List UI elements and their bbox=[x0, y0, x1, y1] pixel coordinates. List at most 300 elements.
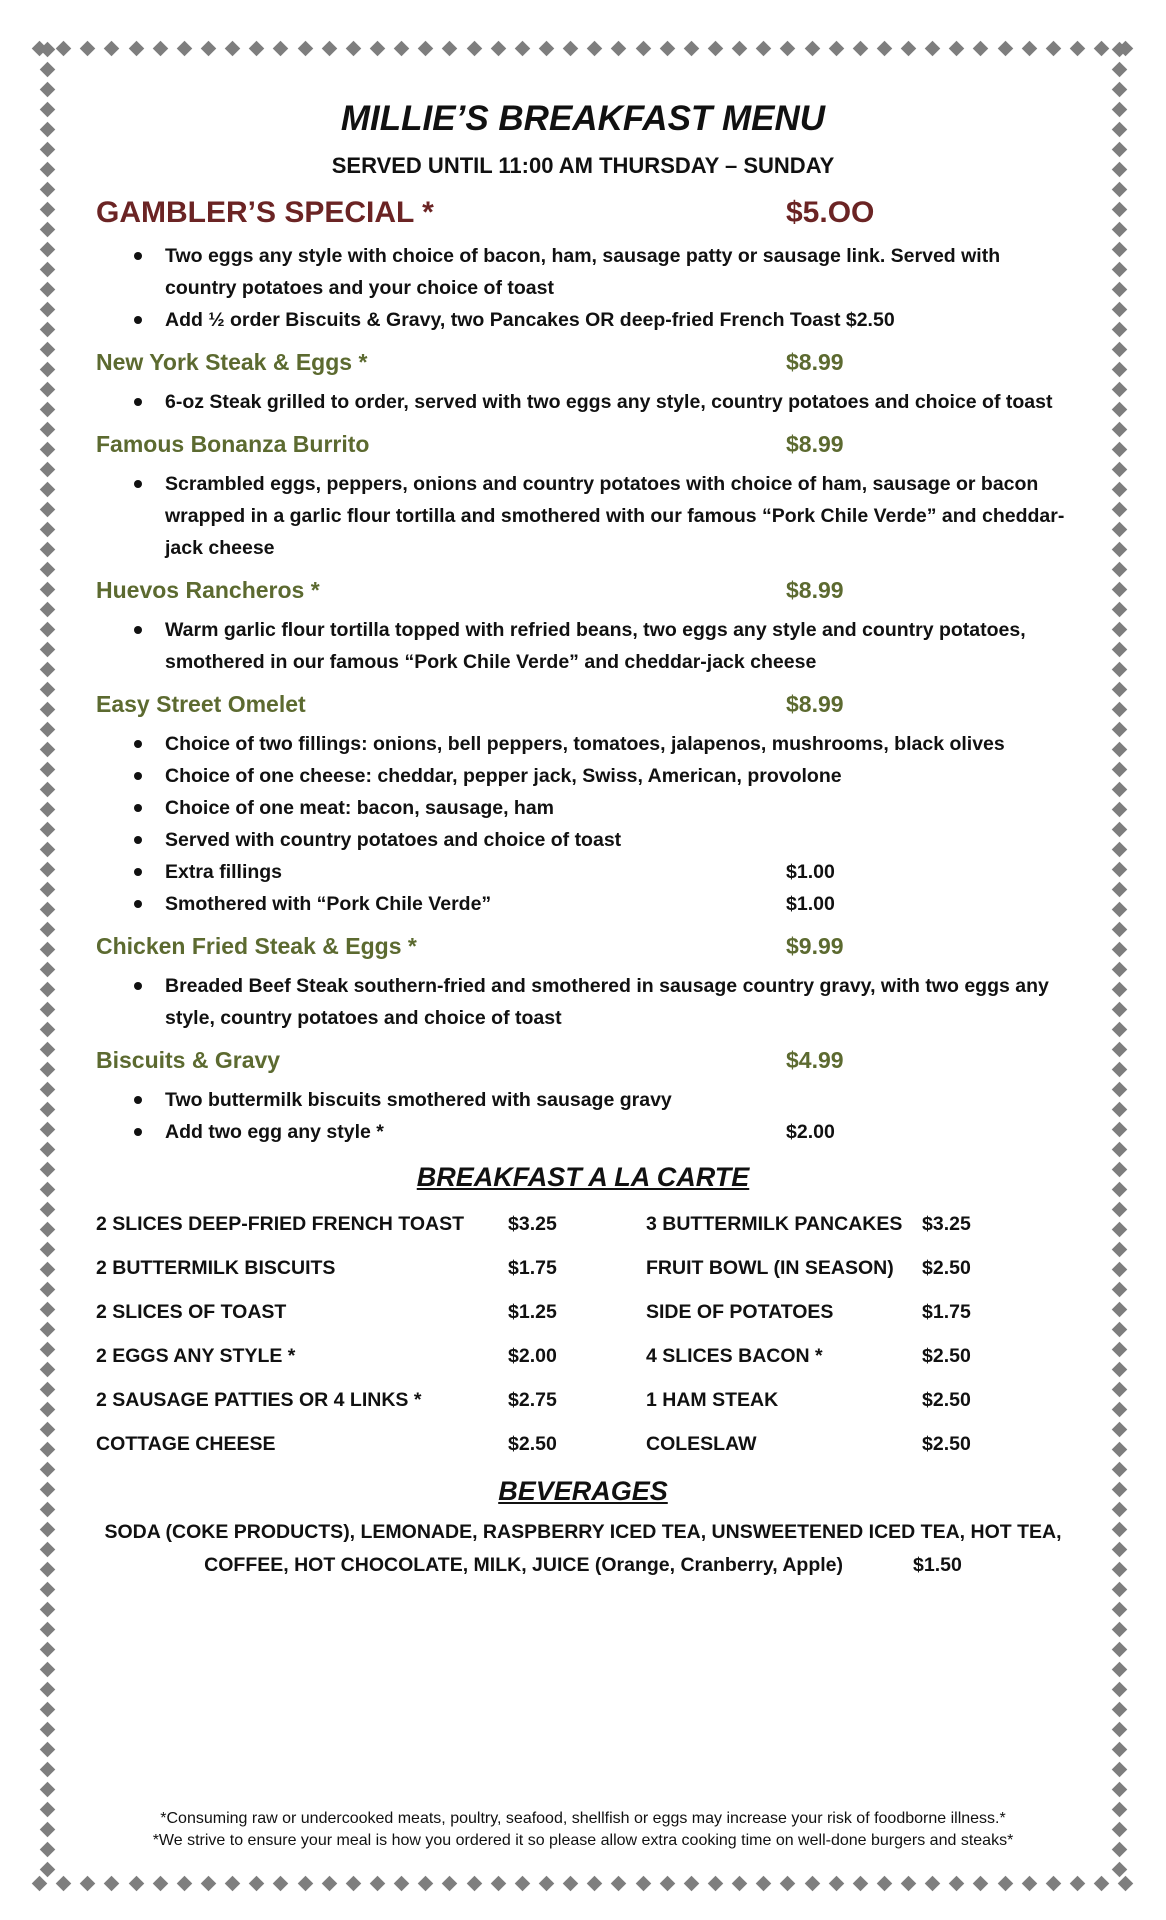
border-diamond-icon bbox=[39, 1482, 55, 1498]
border-diamond-icon bbox=[39, 1642, 55, 1658]
menu-content bbox=[96, 94, 1070, 1582]
alacarte-item-price: $1.25 bbox=[508, 1301, 557, 1323]
border-diamond-icon bbox=[39, 642, 55, 658]
border-top bbox=[34, 37, 1132, 59]
alacarte-item-name: COLESLAW bbox=[646, 1433, 757, 1455]
table-row bbox=[96, 1296, 1070, 1340]
border-diamond-icon bbox=[56, 1875, 72, 1891]
border-diamond-icon bbox=[1111, 842, 1127, 858]
border-diamond-icon bbox=[442, 40, 458, 56]
border-diamond-icon bbox=[39, 1342, 55, 1358]
border-diamond-icon bbox=[39, 942, 55, 958]
border-diamond-icon bbox=[1111, 1702, 1127, 1718]
beverages-line-1: SODA (COKE PRODUCTS), LEMONADE, RASPBERRY ICED TEA, UNSWEETENED ICED TEA, HOT TEA, bbox=[104, 1521, 1062, 1543]
border-diamond-icon bbox=[1111, 1862, 1127, 1878]
list-item bbox=[96, 304, 1070, 336]
menu-item-price: $8.99 bbox=[786, 691, 844, 717]
border-diamond-icon bbox=[39, 982, 55, 998]
menu-item-heading bbox=[96, 570, 1070, 610]
border-diamond-icon bbox=[611, 40, 627, 56]
border-diamond-icon bbox=[659, 1875, 675, 1891]
border-diamond-icon bbox=[39, 822, 55, 838]
alacarte-item-price: $2.75 bbox=[508, 1389, 557, 1411]
border-diamond-icon bbox=[39, 242, 55, 258]
border-diamond-icon bbox=[39, 1602, 55, 1618]
table-row bbox=[96, 1340, 1070, 1384]
border-diamond-icon bbox=[1111, 922, 1127, 938]
border-diamond-icon bbox=[39, 1362, 55, 1378]
border-diamond-icon bbox=[249, 1875, 265, 1891]
border-diamond-icon bbox=[39, 1422, 55, 1438]
footer-disclaimer bbox=[60, 1808, 1106, 1852]
border-diamond-icon bbox=[249, 40, 265, 56]
list-item bbox=[96, 888, 1070, 920]
border-diamond-icon bbox=[1111, 62, 1127, 78]
border-diamond-icon bbox=[1111, 542, 1127, 558]
border-diamond-icon bbox=[708, 1875, 724, 1891]
border-diamond-icon bbox=[877, 40, 893, 56]
border-diamond-icon bbox=[39, 502, 55, 518]
border-diamond-icon bbox=[39, 922, 55, 938]
border-diamond-icon bbox=[39, 522, 55, 538]
alacarte-item-name: 2 SLICES DEEP-FRIED FRENCH TOAST bbox=[96, 1213, 465, 1235]
menu-item-heading bbox=[96, 1040, 1070, 1080]
border-diamond-icon bbox=[925, 40, 941, 56]
border-diamond-icon bbox=[39, 162, 55, 178]
table-row bbox=[96, 1428, 1070, 1472]
border-diamond-icon bbox=[1111, 1842, 1127, 1858]
border-diamond-icon bbox=[39, 762, 55, 778]
border-diamond-icon bbox=[39, 1022, 55, 1038]
list-item-text: Scrambled eggs, peppers, onions and country potatoes with choice of ham, sausage or bacon wrapped in a garlic flour tortilla and smothered with our famous “Pork Chile Verde” and cheddar-jack cheese bbox=[165, 473, 1065, 559]
beverages-title: BEVERAGES bbox=[498, 1476, 668, 1506]
alacarte-title: BREAKFAST A LA CARTE bbox=[416, 1162, 750, 1192]
border-diamond-icon bbox=[39, 262, 55, 278]
border-diamond-icon bbox=[1111, 1742, 1127, 1758]
border-diamond-icon bbox=[1111, 402, 1127, 418]
alacarte-item-name: SIDE OF POTATOES bbox=[646, 1301, 834, 1323]
border-diamond-icon bbox=[39, 1502, 55, 1518]
alacarte-item-name: 3 BUTTERMILK PANCAKES bbox=[646, 1213, 903, 1235]
border-diamond-icon bbox=[297, 1875, 313, 1891]
alacarte-table bbox=[96, 1208, 1070, 1470]
border-diamond-icon bbox=[901, 40, 917, 56]
border-diamond-icon bbox=[1111, 1682, 1127, 1698]
border-diamond-icon bbox=[587, 1875, 603, 1891]
list-item-text: Extra fillings bbox=[165, 861, 283, 883]
list-item-text: Choice of two fillings: onions, bell peppers, tomatoes, jalapenos, mushrooms, black olives bbox=[165, 733, 1005, 755]
border-diamond-icon bbox=[39, 1582, 55, 1598]
border-diamond-icon bbox=[1111, 942, 1127, 958]
border-diamond-icon bbox=[1111, 1282, 1127, 1298]
beverages-price: $1.50 bbox=[913, 1554, 962, 1576]
border-diamond-icon bbox=[1111, 1582, 1127, 1598]
border-bottom bbox=[34, 1872, 1132, 1894]
menu-item-name: Biscuits & Gravy bbox=[96, 1047, 281, 1073]
list-item-text: Warm garlic flour tortilla topped with refried beans, two eggs any style and country potatoes, smothered in our famous “Pork Chile Verde” and cheddar-jack cheese bbox=[165, 619, 1026, 673]
border-diamond-icon bbox=[756, 1875, 772, 1891]
border-diamond-icon bbox=[1111, 1522, 1127, 1538]
border-diamond-icon bbox=[39, 1862, 55, 1878]
border-diamond-icon bbox=[1111, 382, 1127, 398]
menu-item-price: $8.99 bbox=[786, 431, 844, 457]
bullet-icon bbox=[134, 836, 142, 844]
menu-title: MILLIE’S BREAKFAST MENU bbox=[340, 99, 826, 138]
border-diamond-icon bbox=[39, 962, 55, 978]
alacarte-item-price: $3.25 bbox=[508, 1213, 557, 1235]
bullet-icon bbox=[134, 398, 142, 406]
border-diamond-icon bbox=[39, 102, 55, 118]
border-diamond-icon bbox=[1111, 1002, 1127, 1018]
border-diamond-icon bbox=[1111, 982, 1127, 998]
border-diamond-icon bbox=[39, 1122, 55, 1138]
menu-item-name: Easy Street Omelet bbox=[96, 691, 306, 717]
menu-item-details bbox=[96, 970, 1070, 1034]
border-diamond-icon bbox=[949, 40, 965, 56]
border-diamond-icon bbox=[1111, 1262, 1127, 1278]
border-diamond-icon bbox=[539, 1875, 555, 1891]
border-diamond-icon bbox=[201, 1875, 217, 1891]
border-diamond-icon bbox=[1111, 1602, 1127, 1618]
border-diamond-icon bbox=[684, 1875, 700, 1891]
list-item-text: Two eggs any style with choice of bacon, ham, sausage patty or sausage link. Served with country potatoes and your choice of toast bbox=[165, 245, 1001, 299]
border-diamond-icon bbox=[1046, 1875, 1062, 1891]
border-diamond-icon bbox=[1111, 1442, 1127, 1458]
border-diamond-icon bbox=[1111, 162, 1127, 178]
border-diamond-icon bbox=[39, 702, 55, 718]
bullet-icon bbox=[134, 480, 142, 488]
bullet-icon bbox=[134, 804, 142, 812]
border-diamond-icon bbox=[297, 40, 313, 56]
border-diamond-icon bbox=[39, 362, 55, 378]
border-diamond-icon bbox=[708, 40, 724, 56]
menu-item-name: Famous Bonanza Burrito bbox=[96, 431, 370, 457]
border-diamond-icon bbox=[56, 40, 72, 56]
border-diamond-icon bbox=[1111, 302, 1127, 318]
border-diamond-icon bbox=[1111, 1822, 1127, 1838]
border-diamond-icon bbox=[1111, 422, 1127, 438]
border-diamond-icon bbox=[39, 382, 55, 398]
beverages-line-2 bbox=[96, 1549, 1070, 1582]
border-diamond-icon bbox=[39, 1522, 55, 1538]
border-diamond-icon bbox=[901, 1875, 917, 1891]
border-diamond-icon bbox=[1111, 1322, 1127, 1338]
bullet-icon bbox=[134, 1128, 142, 1136]
border-diamond-icon bbox=[1111, 82, 1127, 98]
border-diamond-icon bbox=[1111, 462, 1127, 478]
border-diamond-icon bbox=[515, 40, 531, 56]
border-diamond-icon bbox=[1111, 1102, 1127, 1118]
border-diamond-icon bbox=[1111, 1022, 1127, 1038]
bullet-icon bbox=[134, 868, 142, 876]
border-diamond-icon bbox=[39, 1182, 55, 1198]
border-diamond-icon bbox=[539, 40, 555, 56]
border-diamond-icon bbox=[949, 1875, 965, 1891]
border-diamond-icon bbox=[1111, 1182, 1127, 1198]
border-diamond-icon bbox=[1111, 222, 1127, 238]
border-diamond-icon bbox=[780, 40, 796, 56]
menu-item-heading bbox=[96, 684, 1070, 724]
border-diamond-icon bbox=[39, 182, 55, 198]
border-diamond-icon bbox=[587, 40, 603, 56]
border-diamond-icon bbox=[1111, 602, 1127, 618]
bullet-icon bbox=[134, 740, 142, 748]
border-diamond-icon bbox=[39, 202, 55, 218]
border-diamond-icon bbox=[39, 1102, 55, 1118]
border-diamond-icon bbox=[684, 40, 700, 56]
bullet-icon bbox=[134, 900, 142, 908]
bullet-icon bbox=[134, 626, 142, 634]
border-diamond-icon bbox=[1111, 362, 1127, 378]
border-diamond-icon bbox=[1111, 342, 1127, 358]
border-diamond-icon bbox=[1111, 582, 1127, 598]
border-diamond-icon bbox=[925, 1875, 941, 1891]
alacarte-item-price: $2.50 bbox=[922, 1433, 971, 1455]
alacarte-item-price: $1.75 bbox=[922, 1301, 971, 1323]
border-diamond-icon bbox=[39, 1742, 55, 1758]
border-diamond-icon bbox=[1111, 502, 1127, 518]
border-diamond-icon bbox=[490, 1875, 506, 1891]
list-item bbox=[96, 240, 1070, 304]
alacarte-item-price: $1.75 bbox=[508, 1257, 557, 1279]
border-diamond-icon bbox=[1111, 1722, 1127, 1738]
border-diamond-icon bbox=[1111, 1802, 1127, 1818]
border-diamond-icon bbox=[1111, 1542, 1127, 1558]
menu-item-price: $9.99 bbox=[786, 933, 844, 959]
alacarte-item-name: FRUIT BOWL (IN SEASON) bbox=[646, 1257, 894, 1279]
border-diamond-icon bbox=[225, 1875, 241, 1891]
border-diamond-icon bbox=[39, 442, 55, 458]
border-diamond-icon bbox=[39, 42, 55, 58]
border-diamond-icon bbox=[1118, 1875, 1134, 1891]
border-diamond-icon bbox=[39, 1142, 55, 1158]
bullet-icon bbox=[134, 252, 142, 260]
border-diamond-icon bbox=[128, 40, 144, 56]
border-diamond-icon bbox=[490, 40, 506, 56]
border-diamond-icon bbox=[39, 1722, 55, 1738]
border-diamond-icon bbox=[466, 40, 482, 56]
border-diamond-icon bbox=[39, 662, 55, 678]
border-diamond-icon bbox=[39, 562, 55, 578]
list-item bbox=[96, 970, 1070, 1034]
border-diamond-icon bbox=[1111, 962, 1127, 978]
border-diamond-icon bbox=[418, 40, 434, 56]
table-row bbox=[96, 1208, 1070, 1252]
alacarte-item-price: $2.00 bbox=[508, 1345, 557, 1367]
alacarte-item-price: $2.50 bbox=[922, 1345, 971, 1367]
list-item-text: Smothered with “Pork Chile Verde” bbox=[165, 893, 492, 915]
border-diamond-icon bbox=[1070, 1875, 1086, 1891]
border-diamond-icon bbox=[659, 40, 675, 56]
alacarte-item-price: $2.50 bbox=[922, 1389, 971, 1411]
border-diamond-icon bbox=[973, 1875, 989, 1891]
list-item-price: $1.00 bbox=[786, 861, 835, 883]
border-diamond-icon bbox=[828, 40, 844, 56]
border-diamond-icon bbox=[563, 1875, 579, 1891]
border-diamond-icon bbox=[756, 40, 772, 56]
border-diamond-icon bbox=[1046, 40, 1062, 56]
border-diamond-icon bbox=[39, 1062, 55, 1078]
border-diamond-icon bbox=[370, 40, 386, 56]
border-diamond-icon bbox=[152, 40, 168, 56]
border-diamond-icon bbox=[39, 802, 55, 818]
border-diamond-icon bbox=[1111, 1482, 1127, 1498]
border-diamond-icon bbox=[1111, 862, 1127, 878]
menu-item-name: Huevos Rancheros * bbox=[96, 577, 320, 603]
border-diamond-icon bbox=[442, 1875, 458, 1891]
menu-item-heading bbox=[96, 342, 1070, 382]
border-diamond-icon bbox=[39, 1822, 55, 1838]
border-diamond-icon bbox=[39, 722, 55, 738]
border-diamond-icon bbox=[346, 1875, 362, 1891]
bullet-icon bbox=[134, 1096, 142, 1104]
bullet-icon bbox=[134, 772, 142, 780]
border-diamond-icon bbox=[39, 1282, 55, 1298]
alacarte-item-price: $2.50 bbox=[922, 1257, 971, 1279]
border-diamond-icon bbox=[39, 582, 55, 598]
border-diamond-icon bbox=[1111, 202, 1127, 218]
border-diamond-icon bbox=[39, 122, 55, 138]
border-diamond-icon bbox=[39, 82, 55, 98]
border-diamond-icon bbox=[39, 622, 55, 638]
border-diamond-icon bbox=[1111, 1362, 1127, 1378]
border-diamond-icon bbox=[635, 40, 651, 56]
border-diamond-icon bbox=[273, 1875, 289, 1891]
list-item-price: $2.00 bbox=[786, 1121, 835, 1143]
border-diamond-icon bbox=[39, 1042, 55, 1058]
border-diamond-icon bbox=[1111, 642, 1127, 658]
menu-item-name: Chicken Fried Steak & Eggs * bbox=[96, 933, 417, 959]
border-diamond-icon bbox=[1111, 242, 1127, 258]
bullet-icon bbox=[134, 982, 142, 990]
bullet-icon bbox=[134, 316, 142, 324]
border-diamond-icon bbox=[563, 40, 579, 56]
border-diamond-icon bbox=[1111, 442, 1127, 458]
border-diamond-icon bbox=[39, 1462, 55, 1478]
border-diamond-icon bbox=[39, 1662, 55, 1678]
border-diamond-icon bbox=[1111, 1342, 1127, 1358]
list-item-text: Two buttermilk biscuits smothered with sausage gravy bbox=[165, 1089, 672, 1111]
border-diamond-icon bbox=[177, 1875, 193, 1891]
border-diamond-icon bbox=[1111, 1082, 1127, 1098]
border-diamond-icon bbox=[1111, 1162, 1127, 1178]
alacarte-item-price: $2.50 bbox=[508, 1433, 557, 1455]
border-diamond-icon bbox=[1111, 902, 1127, 918]
border-diamond-icon bbox=[104, 40, 120, 56]
menu-item-heading bbox=[96, 424, 1070, 464]
border-diamond-icon bbox=[225, 40, 241, 56]
border-diamond-icon bbox=[39, 542, 55, 558]
border-diamond-icon bbox=[997, 40, 1013, 56]
border-diamond-icon bbox=[1111, 1402, 1127, 1418]
border-diamond-icon bbox=[39, 1222, 55, 1238]
list-item bbox=[96, 824, 1070, 856]
list-item-text: 6-oz Steak grilled to order, served with two eggs any style, country potatoes and choice of toast bbox=[165, 391, 1053, 413]
list-item bbox=[96, 1084, 1070, 1116]
border-diamond-icon bbox=[1111, 1122, 1127, 1138]
menu-item-name: GAMBLER’S SPECIAL * bbox=[96, 196, 434, 229]
border-left bbox=[36, 44, 58, 1876]
border-diamond-icon bbox=[39, 282, 55, 298]
border-diamond-icon bbox=[39, 422, 55, 438]
menu-item-heading bbox=[96, 926, 1070, 966]
border-diamond-icon bbox=[1111, 1782, 1127, 1798]
border-diamond-icon bbox=[39, 902, 55, 918]
alacarte-item-name: 2 SAUSAGE PATTIES OR 4 LINKS * bbox=[96, 1389, 422, 1411]
alacarte-item-name: 1 HAM STEAK bbox=[646, 1389, 779, 1411]
alacarte-item-name: COTTAGE CHEESE bbox=[96, 1433, 276, 1455]
border-diamond-icon bbox=[39, 1782, 55, 1798]
border-diamond-icon bbox=[39, 402, 55, 418]
menu-subtitle: SERVED UNTIL 11:00 AM THURSDAY – SUNDAY bbox=[331, 153, 835, 178]
border-diamond-icon bbox=[635, 1875, 651, 1891]
border-diamond-icon bbox=[39, 1842, 55, 1858]
menu-item-heading bbox=[96, 190, 1070, 236]
border-diamond-icon bbox=[39, 342, 55, 358]
list-item bbox=[96, 728, 1070, 760]
border-diamond-icon bbox=[39, 1242, 55, 1258]
border-diamond-icon bbox=[1111, 1762, 1127, 1778]
border-diamond-icon bbox=[1111, 282, 1127, 298]
list-item bbox=[96, 760, 1070, 792]
border-diamond-icon bbox=[1111, 1622, 1127, 1638]
border-diamond-icon bbox=[39, 1442, 55, 1458]
border-diamond-icon bbox=[418, 1875, 434, 1891]
border-diamond-icon bbox=[1111, 142, 1127, 158]
border-diamond-icon bbox=[611, 1875, 627, 1891]
border-diamond-icon bbox=[39, 682, 55, 698]
alacarte-item-price: $3.25 bbox=[922, 1213, 971, 1235]
border-diamond-icon bbox=[1111, 1382, 1127, 1398]
alacarte-item-name: 2 SLICES OF TOAST bbox=[96, 1301, 287, 1323]
border-diamond-icon bbox=[1111, 182, 1127, 198]
border-diamond-icon bbox=[1111, 622, 1127, 638]
border-diamond-icon bbox=[39, 602, 55, 618]
list-item bbox=[96, 1116, 1070, 1148]
border-diamond-icon bbox=[370, 1875, 386, 1891]
border-diamond-icon bbox=[732, 40, 748, 56]
border-diamond-icon bbox=[1094, 1875, 1110, 1891]
border-diamond-icon bbox=[39, 1702, 55, 1718]
border-diamond-icon bbox=[997, 1875, 1013, 1891]
border-diamond-icon bbox=[128, 1875, 144, 1891]
border-diamond-icon bbox=[1111, 1142, 1127, 1158]
list-item-text: Served with country potatoes and choice of toast bbox=[165, 829, 622, 851]
list-item-text: Choice of one cheese: cheddar, pepper jack, Swiss, American, provolone bbox=[165, 765, 842, 787]
border-diamond-icon bbox=[1111, 122, 1127, 138]
border-diamond-icon bbox=[1111, 1562, 1127, 1578]
border-diamond-icon bbox=[1111, 1642, 1127, 1658]
list-item bbox=[96, 614, 1070, 678]
border-diamond-icon bbox=[321, 1875, 337, 1891]
border-diamond-icon bbox=[39, 782, 55, 798]
menu-item-price: $8.99 bbox=[786, 349, 844, 375]
border-diamond-icon bbox=[39, 1622, 55, 1638]
border-diamond-icon bbox=[1111, 322, 1127, 338]
border-diamond-icon bbox=[39, 1162, 55, 1178]
border-diamond-icon bbox=[39, 1002, 55, 1018]
border-diamond-icon bbox=[1111, 1042, 1127, 1058]
border-diamond-icon bbox=[1111, 682, 1127, 698]
border-diamond-icon bbox=[152, 1875, 168, 1891]
alacarte-item-name: 4 SLICES BACON * bbox=[646, 1345, 823, 1367]
border-diamond-icon bbox=[1111, 742, 1127, 758]
list-item bbox=[96, 468, 1070, 564]
border-diamond-icon bbox=[39, 1802, 55, 1818]
border-diamond-icon bbox=[39, 1402, 55, 1418]
border-diamond-icon bbox=[804, 40, 820, 56]
border-diamond-icon bbox=[39, 322, 55, 338]
